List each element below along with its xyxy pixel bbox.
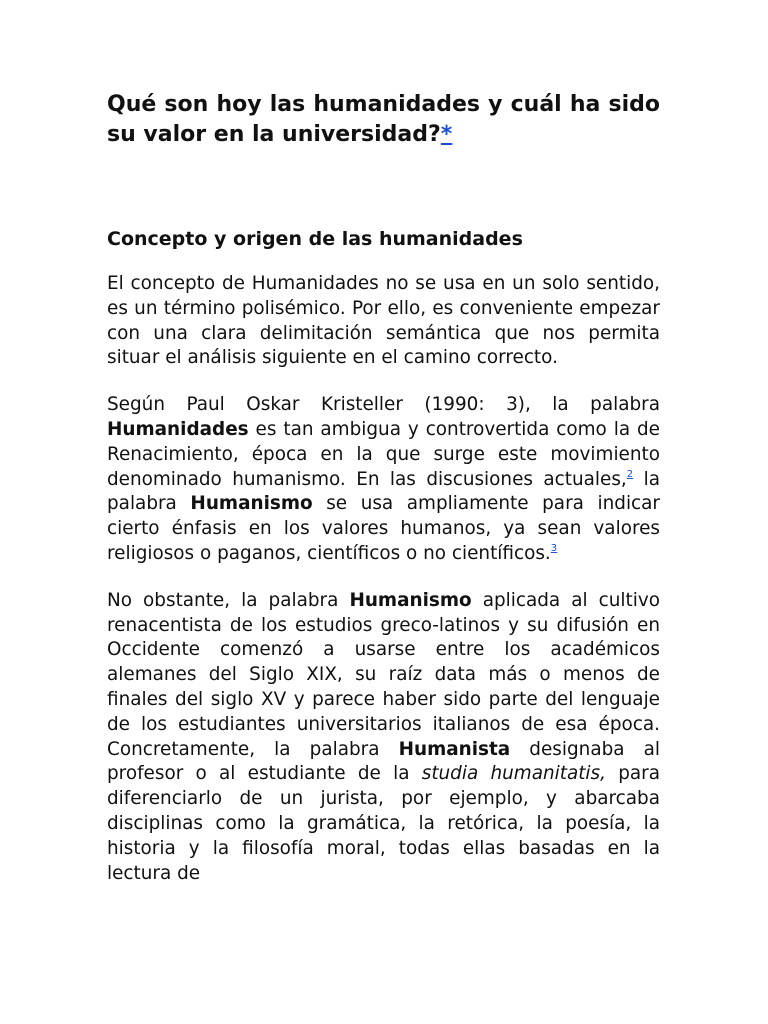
paragraph-2-text: Según Paul Oskar Kristeller (1990: 3), la palabra xyxy=(107,394,660,416)
document-title xyxy=(107,90,660,150)
term-studia-humanitatis: studia humanitatis, xyxy=(421,763,606,785)
paragraph-3-text: para diferenciarlo de un jurista, por ejemplo, y abarcaba disciplinas como la gramática, la retórica, la poesía, la historia y la filosofía moral, todas ellas basadas en la lectura de xyxy=(107,763,661,884)
paragraph-2 xyxy=(107,393,660,567)
term-humanismo: Humanismo xyxy=(190,493,313,515)
paragraph-2-text: es tan ambigua y controvertida como la de Renacimiento, época en la que surge este movimiento denominado humanismo. En las discusiones actuales, xyxy=(107,418,660,490)
title-footnote-link[interactable]: * xyxy=(440,122,453,147)
paragraph-2-text: la palabra xyxy=(107,468,661,515)
paragraph-1: El concepto de Humanidades no se usa en un solo sentido, es un término polisémico. Por ello, es conveniente empezar con una clara delimitación semántica que nos permita situar el análisis siguiente en el camino correcto. xyxy=(107,273,660,369)
footnote-ref xyxy=(551,543,557,554)
term-humanidades: Humanidades xyxy=(107,418,249,440)
footnote-link-3[interactable]: 3 xyxy=(550,542,558,554)
paragraph-3-text: aplicada al cultivo renacentista de los estudios greco-latinos y su difusión en Occidente comenzó a usarse entre los académicos alemanes del Siglo XIX, su raíz data más o menos de finales del siglo XV y parece haber sido parte del lenguaje de los estudiantes universitarios italianos de esa época. Concretamente, la palabra xyxy=(107,589,660,760)
term-humanista: Humanista xyxy=(398,738,511,760)
term-humanismo: Humanismo xyxy=(349,589,472,611)
section-heading: Concepto y origen de las humanidades xyxy=(107,228,523,250)
paragraph-2-text: se usa ampliamente para indicar cierto énfasis en los valores humanos, ya sean valores religiosos o paganos, científicos o no científicos. xyxy=(107,493,660,564)
footnote-link-2[interactable]: 2 xyxy=(626,468,634,480)
title-text: Qué son hoy las humanidades y cuál ha sido su valor en la universidad? xyxy=(107,92,660,147)
document-page xyxy=(107,90,660,908)
paragraph-3-text: designaba al profesor o al estudiante de la xyxy=(107,738,661,785)
paragraph-3 xyxy=(107,589,660,887)
paragraph-3-text: No obstante, la palabra xyxy=(107,589,350,611)
